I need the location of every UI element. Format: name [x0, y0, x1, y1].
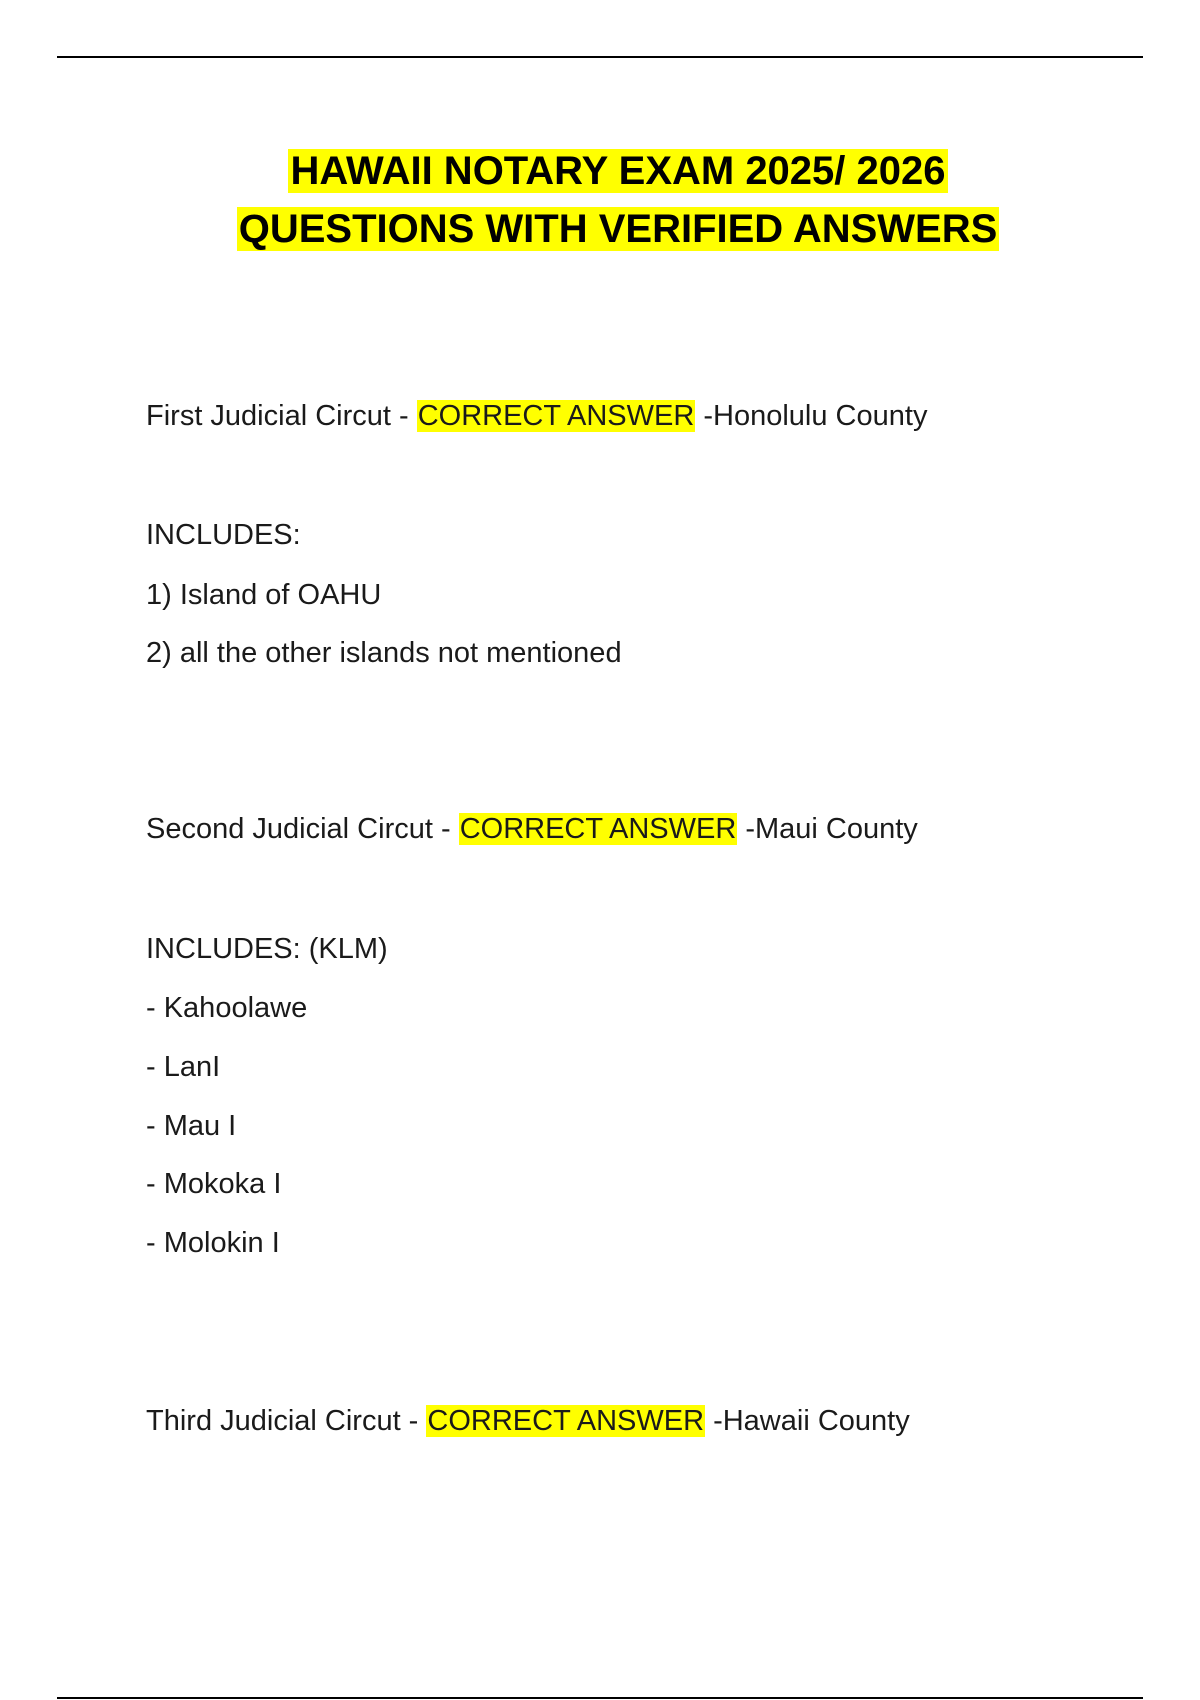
- answer-1-text: -Honolulu County: [695, 400, 928, 432]
- answer-2-text: -Maui County: [737, 813, 918, 845]
- correct-answer-label-3: CORRECT ANSWER: [427, 1405, 705, 1437]
- footer-rule: [57, 1697, 1143, 1699]
- answer-3-text: -Hawaii County: [705, 1405, 910, 1437]
- title-line-2: QUESTIONS WITH VERIFIED ANSWERS: [238, 207, 998, 251]
- document-title: [0, 142, 1200, 258]
- correct-answer-label-2: CORRECT ANSWER: [459, 813, 737, 845]
- correct-answer-label-1: CORRECT ANSWER: [417, 400, 695, 432]
- question-2-text: Second Judicial Circut -: [146, 813, 459, 845]
- includes-heading-1: INCLUDES:: [146, 519, 301, 551]
- header-rule: [57, 56, 1143, 58]
- list-item: - Mau I: [146, 1110, 237, 1142]
- title-line-1: HAWAII NOTARY EXAM 2025/ 2026: [290, 149, 946, 193]
- question-3: [146, 1402, 910, 1440]
- question-1: [146, 397, 927, 435]
- list-item: - Kahoolawe: [146, 992, 308, 1024]
- question-1-text: First Judicial Circut -: [146, 400, 417, 432]
- list-item: 2) all the other islands not mentioned: [146, 637, 622, 669]
- includes-heading-2: INCLUDES: (KLM): [146, 933, 388, 965]
- list-item: - Mokoka I: [146, 1168, 282, 1200]
- question-3-text: Third Judicial Circut -: [146, 1405, 427, 1437]
- list-item: - Molokin I: [146, 1227, 280, 1259]
- list-item: 1) Island of OAHU: [146, 579, 382, 611]
- list-item: - LanI: [146, 1051, 221, 1083]
- question-2: [146, 810, 918, 848]
